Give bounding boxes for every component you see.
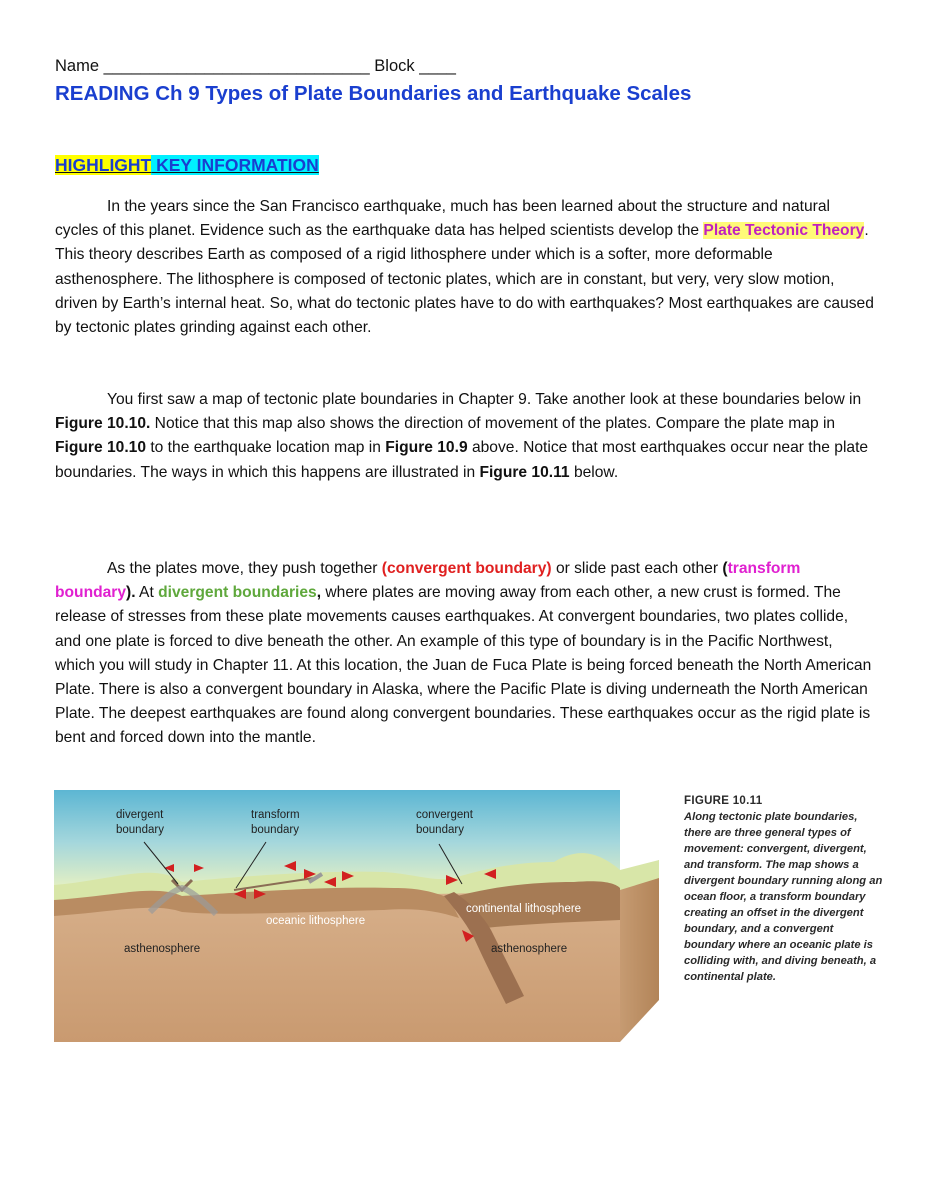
- highlight-heading: [55, 155, 319, 176]
- highlight-word: HIGHLIGHT: [55, 155, 152, 175]
- para2-text-3: to the earthquake location map in: [146, 439, 386, 457]
- para3-text-4: where plates are moving away from each other, a new crust is formed. The release of stresses from these plate movements causes earthquakes. At convergent boundaries, two plates collide, and one plate is forced to dive beneath the other. An example of this type of boundary is in the Pacific Northwest, which you will study in Chapter 11. At this location, the Juan de Fuca Plate is being forced beneath the North American Plate. There is also a convergent boundary in Alaska, where the Pacific Plate is diving underneath the North American Plate. The deepest earthquakes are found along convergent boundaries. These earthquakes occur as the rigid plate is bent and forced down into the mantle.: [55, 584, 872, 747]
- paren: (: [722, 560, 728, 577]
- paren: ).: [126, 584, 136, 602]
- key-information-words: KEY INFORMATION: [151, 155, 319, 175]
- continental-lithosphere-label: continental lithosphere: [466, 903, 582, 915]
- para3-text-2: or slide past each other: [551, 560, 723, 577]
- paragraph-1: [55, 195, 875, 340]
- plate-boundaries-diagram: [54, 790, 664, 1042]
- divergent-label-line2: boundary: [116, 824, 164, 836]
- transform-label-line1: transform: [251, 809, 300, 821]
- figure-ref: Figure 10.10: [55, 439, 147, 457]
- transform-boundary-term: transform boundary: [55, 560, 801, 602]
- page-title: READING Ch 9 Types of Plate Boundaries and Earthquake Scales: [55, 82, 692, 105]
- transform-label-line2: boundary: [251, 824, 299, 836]
- para2-text-4: above. Notice that most earthquakes occur near the plate boundaries. The ways in which this happens are illustrated in: [55, 439, 869, 481]
- para1-text-2: . This theory describes Earth as composed of a rigid lithosphere under which is a softer, more deformable asthenosphere. The lithosphere is composed of tectonic plates, which are in constant, but very, very slow motion, driven by Earth’s internal heat. So, what do tectonic plates have to do with earthquakes? Most earthquakes are caused by tectonic plates grinding against each other.: [55, 222, 874, 337]
- caption-title: FIGURE 10.11: [684, 795, 763, 807]
- para1-text-1: In the years since the San Francisco earthquake, much has been learned about the structure and natural cycles of this planet. Evidence such as the earthquake data has helped scientists develop the: [55, 198, 830, 240]
- divergent-boundaries-term: divergent boundaries: [158, 584, 317, 602]
- convergent-label-line2: boundary: [416, 824, 464, 836]
- paragraph-2: [55, 388, 875, 485]
- figure-caption: [684, 793, 884, 985]
- para2-text-1: You first saw a map of tectonic plate boundaries in Chapter 9. Take another look at these boundaries below in: [107, 391, 862, 408]
- plate-tectonic-theory-term: Plate Tectonic Theory: [703, 222, 865, 240]
- divergent-label-line1: divergent: [116, 809, 164, 821]
- paragraph-3: [55, 557, 875, 751]
- caption-body: Along tectonic plate boundaries, there are three general types of movement: convergent, divergent, and transform. The map shows a divergent boundary running along an ocean floor, a transform boundary creating an offset in the divergent boundary, and a convergent boundary where an oceanic plate is colliding with, and diving beneath, a continental plate.: [684, 811, 883, 983]
- para2-text-2: Notice that this map also shows the direction of movement of the plates. Compare the plate map in: [150, 415, 836, 433]
- figure-ref: Figure 10.11: [479, 463, 570, 481]
- para2-text-5: below.: [569, 463, 619, 481]
- oceanic-lithosphere-label: oceanic lithosphere: [266, 915, 366, 927]
- figure-ref: Figure 10.10.: [55, 415, 151, 433]
- comma: ,: [316, 584, 322, 602]
- asthenosphere-right-label: asthenosphere: [491, 943, 568, 955]
- figure-ref: Figure 10.9: [385, 439, 468, 457]
- name-block-line: Name _____________________________ Block ____: [55, 57, 456, 75]
- convergent-label-line1: convergent: [416, 809, 473, 821]
- para3-text-1: As the plates move, they push together: [107, 560, 382, 577]
- asthenosphere-left-label: asthenosphere: [124, 943, 201, 955]
- para3-text-3: At: [135, 584, 159, 602]
- convergent-boundary-term: (convergent boundary): [381, 560, 552, 577]
